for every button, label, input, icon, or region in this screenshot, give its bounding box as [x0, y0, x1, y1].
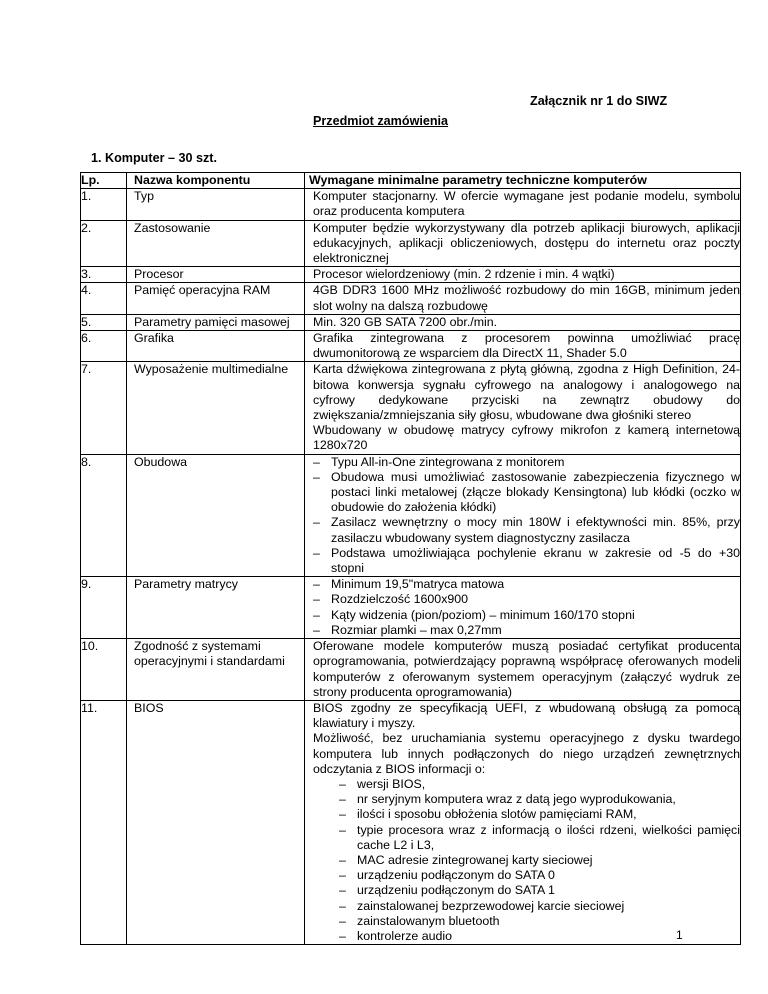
table-row: [81, 314, 741, 330]
row-lp: 9.: [81, 577, 127, 639]
row-component-name: Parametry matrycy: [127, 577, 305, 639]
table-row: [81, 283, 741, 314]
requirement-list-item: – Zasilacz wewnętrzny o mocy min 180W i efektywności min. 85%, przy zasilaczu wbudowany system diagnostyczny zasilacza: [313, 515, 740, 545]
table-row: [81, 454, 741, 577]
row-component-name: Obudowa: [127, 454, 305, 577]
requirement-text: Min. 320 GB SATA 7200 obr./min.: [313, 314, 498, 329]
row-lp: 3.: [81, 267, 127, 283]
row-component-name: BIOS: [127, 700, 305, 944]
requirement-list-item: – typie procesora wraz z informacją o ilości rdzeni, wielkości pamięci cache L2 i L3,: [339, 823, 740, 853]
requirement-list-item: – Obudowa musi umożliwiać zastosowanie zabezpieczenia fizycznego w postaci linki metalowej (złącze blokady Kensingtona) lub kłódki (oczko w obudowie do założenia kłódki): [313, 470, 740, 516]
requirement-list-item: – ilości i sposobu obłożenia slotów pamięciami RAM,: [339, 807, 740, 822]
requirement-list-item: – Podstawa umożliwiająca pochylenie ekranu w zakresie od -5 do +30 stopni: [313, 546, 740, 576]
row-requirements: [305, 577, 741, 639]
requirement-list-item: – zainstalowanym bluetooth: [339, 914, 740, 929]
page-number: 1: [676, 928, 683, 942]
row-requirements: [305, 331, 741, 362]
table-row: [81, 331, 741, 362]
row-requirements: [305, 267, 741, 283]
requirement-list: [313, 577, 740, 638]
row-component-name: Typ: [127, 189, 305, 220]
row-requirements: [305, 362, 741, 454]
requirement-list-item: – zainstalowanej bezprzewodowej karcie sieciowej: [339, 899, 740, 914]
row-lp: 10.: [81, 639, 127, 701]
requirement-list-item: – urządzeniu podłączonym do SATA 0: [339, 868, 740, 883]
header-lp: Lp.: [81, 173, 127, 189]
requirement-list-item: – wersji BIOS,: [339, 777, 740, 792]
requirement-text: Komputer będzie wykorzystywany dla potrzeb aplikacji biurowych, aplikacji edukacyjnych, aplikacji obliczeniowych, dostępu do internetu oraz poczty elektronicznej: [313, 220, 740, 266]
requirement-list: [313, 777, 740, 944]
table-row: [81, 577, 741, 639]
row-lp: 5.: [81, 314, 127, 330]
row-requirements: [305, 220, 741, 267]
row-lp: 8.: [81, 454, 127, 577]
header-desc: Wymagane minimalne parametry techniczne komputerów: [305, 173, 741, 189]
header-name: Nazwa komponentu: [127, 173, 305, 189]
row-lp: 4.: [81, 283, 127, 314]
requirement-text: Wbudowany w obudowę matrycy cyfrowy mikrofon z kamerą internetową 1280x720: [313, 423, 740, 453]
requirement-text: Karta dźwiękowa zintegrowana z płytą główną, zgodna z High Definition, 24-bitowa konwersja sygnału cyfrowego na analogowy i analogowego na cyfrowy dedykowane przyciski na zewnątrz obudowy do zwiększania/zmniejszania siły głosu, wbudowane dwa głośniki stereo: [313, 362, 740, 423]
table-row: [81, 220, 741, 267]
row-requirements: [305, 454, 741, 577]
row-requirements: [305, 189, 741, 220]
table-header-row: [81, 173, 741, 189]
row-requirements: [305, 314, 741, 330]
requirement-list-item: – Kąty widzenia (pion/poziom) – minimum 160/170 stopni: [313, 608, 740, 623]
requirement-list: [313, 455, 740, 577]
row-component-name: Pamięć operacyjna RAM: [127, 283, 305, 314]
table-row: [81, 700, 741, 944]
row-requirements: [305, 283, 741, 314]
requirement-text: Oferowane modele komputerów muszą posiadać certyfikat producenta oprogramowania, potwierdzający poprawną współpracę oferowanych modeli komputerów z oferowanym systemem operacyjnym (załączyć wydruk ze strony producenta oprogramowania): [313, 639, 740, 699]
row-lp: 2.: [81, 220, 127, 267]
row-lp: 6.: [81, 331, 127, 362]
requirement-list-item: – Rozdzielczość 1600x900: [313, 592, 740, 607]
row-component-name: Grafika: [127, 331, 305, 362]
row-component-name: Wyposażenie multimedialne: [127, 362, 305, 454]
requirement-text: BIOS zgodny ze specyfikacją UEFI, z wbudowaną obsługą za pomocą klawiatury i myszy.: [313, 700, 740, 731]
row-lp: 1.: [81, 189, 127, 220]
table-row: [81, 362, 741, 454]
requirement-text: Komputer stacjonarny. W ofercie wymagane jest podanie modelu, symbolu oraz producenta komputera: [313, 189, 740, 219]
row-lp: 7.: [81, 362, 127, 454]
requirement-text: Możliwość, bez uruchamiania systemu operacyjnego z dysku twardego komputera lub innych podłączonych do niego urządzeń zewnętrznych odczytania z BIOS informacji o:: [313, 731, 740, 776]
requirement-list-item: – Minimum 19,5"matryca matowa: [313, 577, 740, 592]
requirement-text: Grafika zintegrowana z procesorem powinna umożliwiać pracę dwumonitorową ze wsparciem dla DirectX 11, Shader 5.0: [313, 331, 740, 361]
requirement-text: Procesor wielordzeniowy (min. 2 rdzenie i min. 4 wątki): [313, 267, 615, 282]
annex-label: Załącznik nr 1 do SIWZ: [530, 94, 668, 108]
requirement-list-item: – kontrolerze audio: [339, 929, 740, 944]
section-heading: 1. Komputer – 30 szt.: [91, 151, 217, 165]
row-requirements: [305, 700, 741, 944]
table-row: [81, 189, 741, 220]
requirement-text: 4GB DDR3 1600 MHz możliwość rozbudowy do min 16GB, minimum jeden slot wolny na dalszą rozbudowę: [313, 283, 740, 313]
subject-title: Przedmiot zamówienia: [313, 114, 449, 128]
row-component-name: Zgodność z systemami operacyjnymi i standardami: [127, 639, 305, 701]
requirement-list-item: – Rozmiar plamki – max 0,27mm: [313, 623, 740, 638]
row-component-name: Zastosowanie: [127, 220, 305, 267]
row-component-name: Procesor: [127, 267, 305, 283]
requirement-list-item: – MAC adresie zintegrowanej karty sieciowej: [339, 853, 740, 868]
table-body: [81, 189, 741, 945]
table-row: [81, 267, 741, 283]
requirement-list-item: – Typu All-in-One zintegrowana z monitorem: [313, 455, 740, 470]
table-row: [81, 639, 741, 701]
requirement-list-item: – nr seryjnym komputera wraz z datą jego wyprodukowania,: [339, 792, 740, 807]
row-component-name: Parametry pamięci masowej: [127, 314, 305, 330]
spec-table: [80, 172, 741, 945]
row-requirements: [305, 639, 741, 701]
row-lp: 11.: [81, 700, 127, 944]
requirement-list-item: – urządzeniu podłączonym do SATA 1: [339, 883, 740, 898]
